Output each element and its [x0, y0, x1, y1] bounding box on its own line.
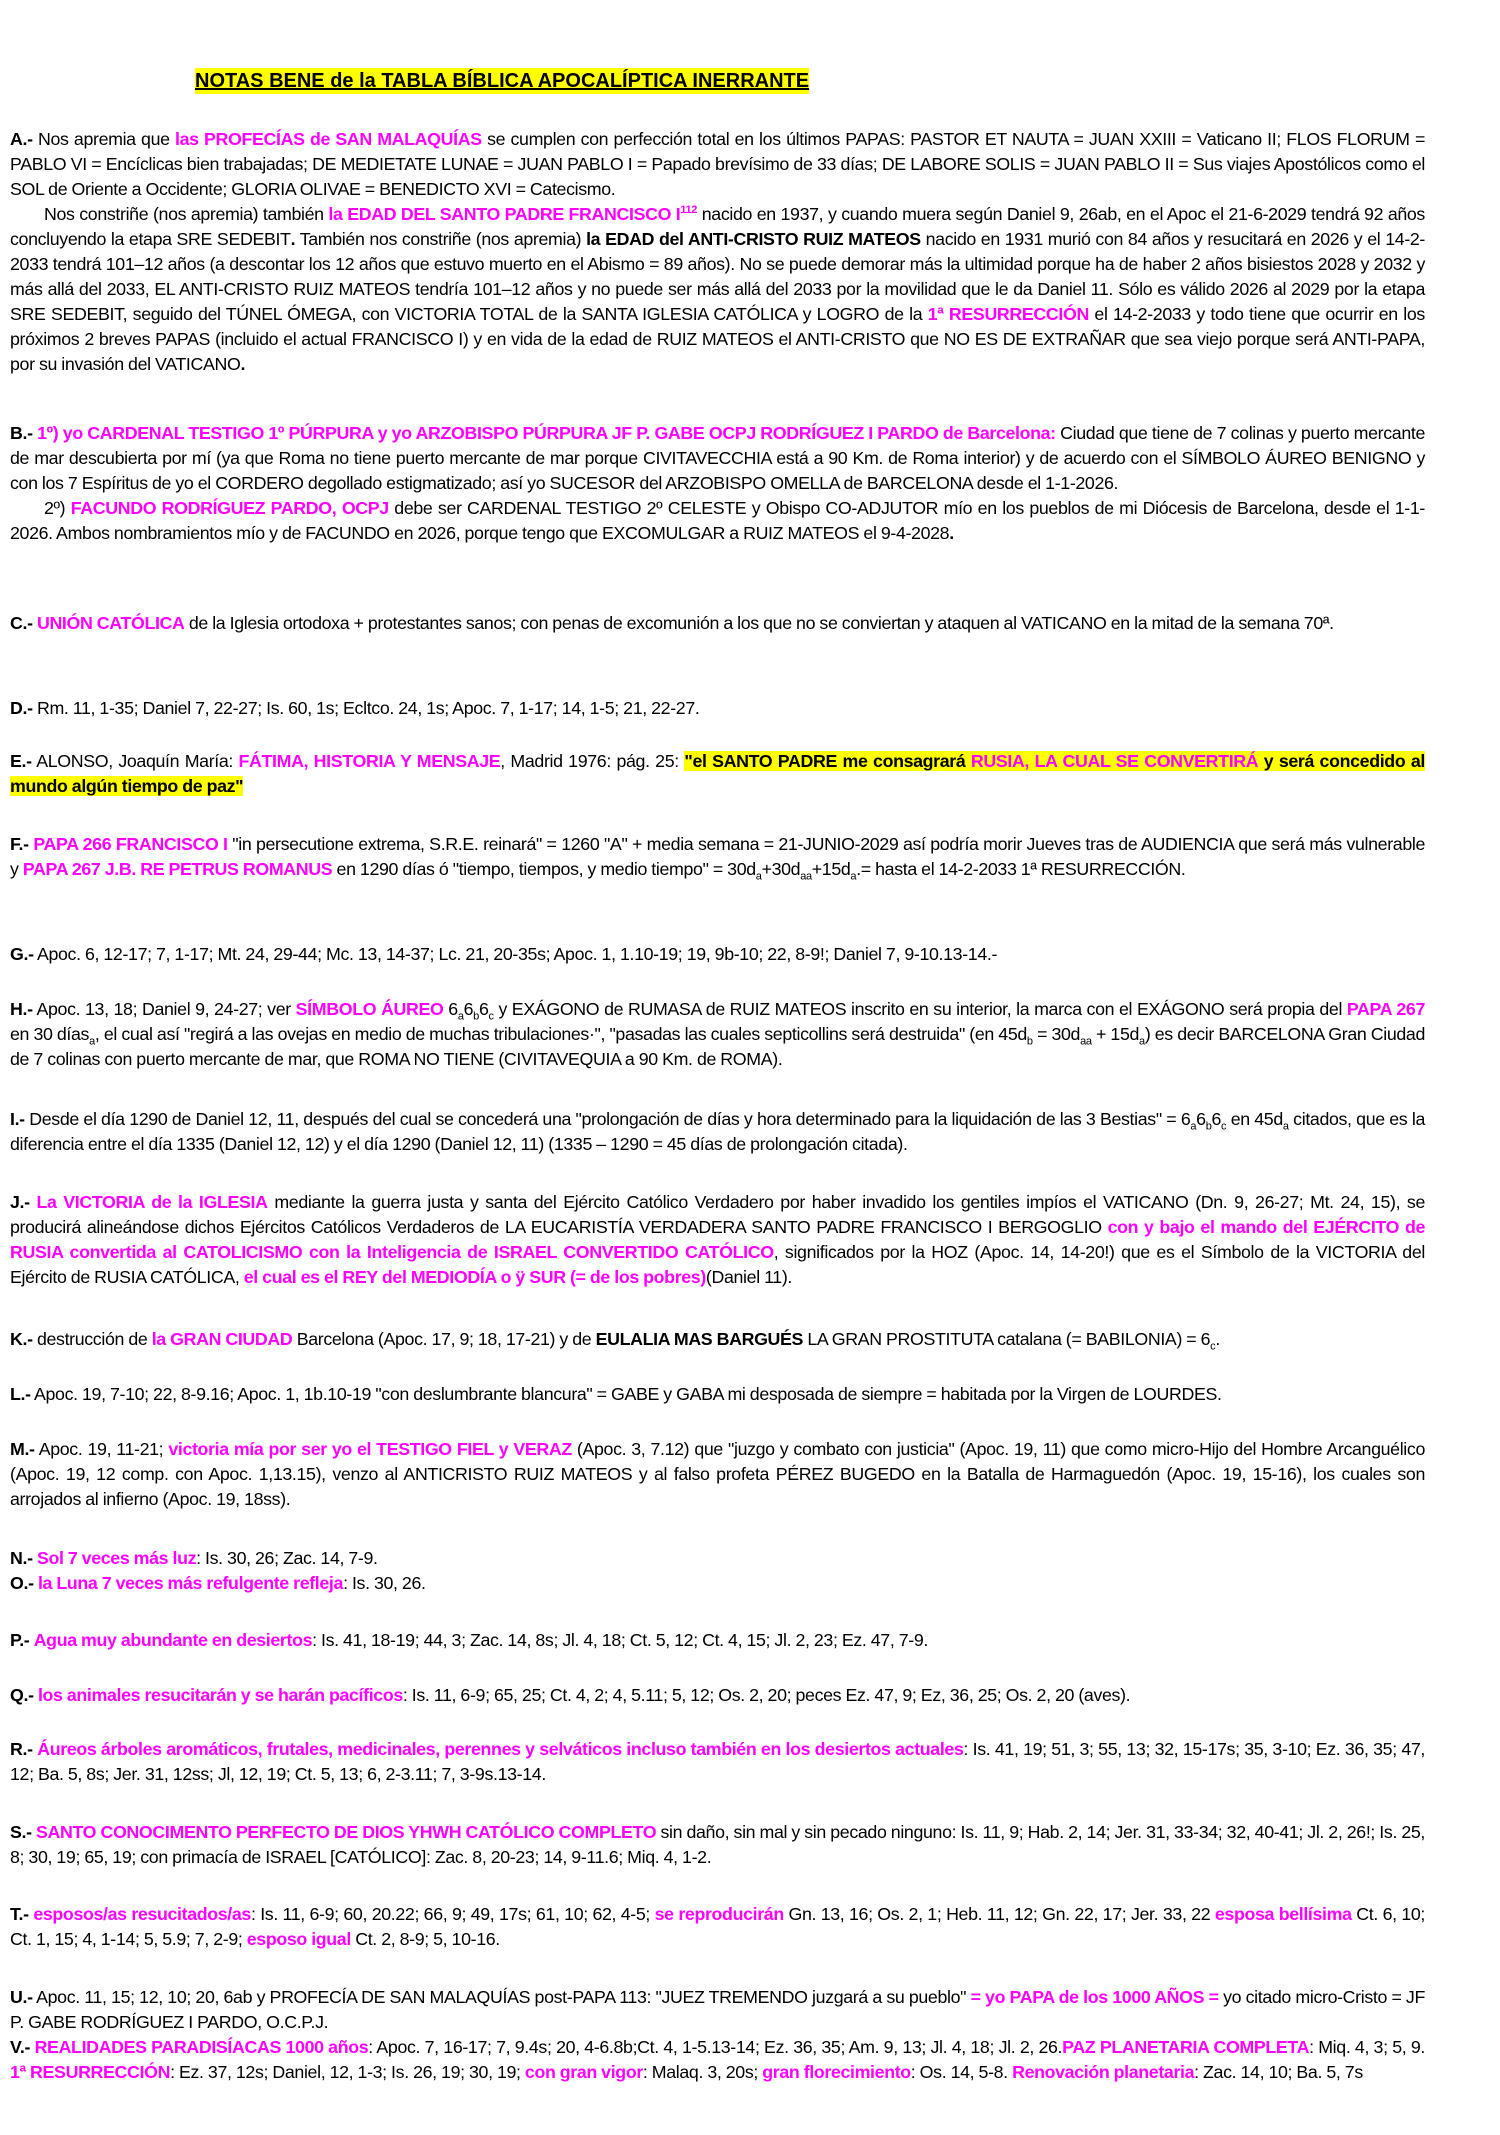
text-run: V.- [10, 2037, 31, 2057]
note-paragraph [10, 696, 1425, 721]
text-run: y será concedido al mundo algún tiempo de paz" [10, 751, 1425, 796]
text-run: en 45d [1226, 1109, 1283, 1129]
note-paragraph [10, 1902, 1425, 1952]
text-run: E.- [10, 751, 32, 771]
text-run: M.- [10, 1439, 35, 1459]
text-run: : Is. 11, 6-9; 60, 20.22; 66, 9; 49, 17s; 61, 10; 62, 4-5; [250, 1904, 655, 1924]
text-run: REALIDADES PARADISÍACAS 1000 años [34, 2037, 369, 2057]
subscript-text: a [457, 1010, 464, 1023]
text-run: . [290, 229, 296, 249]
text-run: Áureos árboles aromáticos, frutales, medicinales, perennes y selváticos incluso también en los desiertos actuales [37, 1739, 964, 1759]
text-run: La VICTORIA de la IGLESIA [36, 1192, 268, 1212]
note-paragraph [10, 611, 1425, 636]
text-run: el cual es el REY del MEDIODÍA o ÿ SUR (= de los pobres) [243, 1267, 706, 1287]
text-run: , significados por la HOZ (Apoc. 14, 14-20!) que es el Símbolo de la VICTORIA del Ejército de RUSIA CATÓLICA, [10, 1242, 1425, 1287]
text-run: nacido en 1931 murió con 84 años y resucitará en 2026 y el 14-2-2033 tendrá 101–12 años (a descontar los 12 años que estuvo muerto en el Abismo = 89 años). No se puede demorar más la ultimidad porque ha de haber 2 años bisiestos 2028 y 2032 y más allá del 2033, EL ANTI-CRISTO RUIZ MATEOS tendría 101–12 años y no puede ser más allá del 2033 por la movilidad que le da Daniel 11. Sólo es válido 2026 al 2029 por la etapa SRE SEDEBIT, seguido del TÚNEL ÓMEGA, con VICTORIA TOTAL de la SANTA IGLESIA CATÓLICA y LOGRO de la [10, 229, 1425, 324]
text-run: RUSIA, LA CUAL SE CONVERTIRÁ [970, 751, 1259, 771]
note-paragraph [10, 1985, 1425, 2085]
text-run: : Miq. 4, 3; 5, 9. [1309, 2037, 1425, 2057]
text-run: Barcelona (Apoc. 17, 9; 18, 17-21) y de [292, 1329, 596, 1349]
text-run: Apoc. 13, 18; Daniel 9, 24-27; ver [32, 999, 296, 1019]
text-run: F.- [10, 834, 29, 854]
text-run: FACUNDO RODRÍGUEZ PARDO, OCPJ [70, 498, 389, 518]
text-run: K.- [10, 1329, 33, 1349]
note-paragraph [10, 1546, 1425, 1596]
text-run: 6 [1211, 1109, 1222, 1129]
subscript-text: c [1210, 1340, 1216, 1353]
text-run: 6 [478, 999, 489, 1019]
text-run: L.- [10, 1384, 31, 1404]
text-run: mediante la guerra justa y santa del Ejército Católico Verdadero por haber invadido los gentiles impíos el VATICANO (Dn. 9, 26-27; Mt. 24, 15), se producirá alineándose dichos Ejércitos Católicos Verdaderos de LA EUCARISTÍA VERDADERA SANTO PADRE FRANCISCO I BERGOGLIO [10, 1192, 1426, 1237]
text-run: : Apoc. 7, 16-17; 7, 9.4s; 20, 4-6.8b;Ct. 4, 1-5.13-14; Ez. 36, 35; Am. 9, 13; Jl. 4, 18; Jl. 2, 26. [368, 2037, 1063, 2057]
text-run: las PROFECÍAS de SAN MALAQUÍAS [175, 129, 482, 149]
text-run: PAZ PLANETARIA COMPLETA [1062, 2037, 1310, 2057]
note-paragraph [10, 421, 1425, 546]
text-run: . [949, 523, 954, 543]
note-paragraph [10, 997, 1425, 1072]
note-paragraph [10, 832, 1425, 882]
text-run: la GRAN CIUDAD [151, 1329, 293, 1349]
text-run: 1º) yo CARDENAL TESTIGO 1º PÚRPURA y yo ARZOBISPO PÚRPURA JF P. GABE OCPJ RODRÍGUEZ I PARDO de Barcelona: [37, 423, 1056, 443]
text-run: A.- [10, 129, 33, 149]
text-run: P.- [10, 1630, 30, 1650]
subscript-text: b [1205, 1120, 1212, 1133]
text-run: Ct. 6, 10; Ct. 1, 15; 4, 1-14; 5, 5.9; 7, 2-9; [10, 1904, 1426, 1949]
text-run: , Madrid 1976: pág. 25: [500, 751, 685, 771]
text-run: Desde el día 1290 de Daniel 12, 11, después del cual se concederá una "prolongación de días y hora determinado para la liquidación de las 3 Bestias" = 6 [24, 1109, 1191, 1129]
text-run: Rm. 11, 1-35; Daniel 7, 22-27; Is. 60, 1s; Ecltco. 24, 1s; Apoc. 7, 1-17; 14, 1-5; 21, 22-27. [32, 698, 700, 718]
text-run: También nos constriñe (nos apremia) [295, 229, 587, 249]
text-run: gran florecimiento [762, 2062, 911, 2082]
text-run: Apoc. 11, 15; 12, 10; 20, 6ab y PROFECÍA DE SAN MALAQUÍAS post-PAPA 113: "JUEZ TREMENDO juzgará a su pueblo" [32, 1987, 971, 2007]
note-paragraph [10, 1628, 1425, 1653]
text-run: O.- [10, 1573, 34, 1593]
text-run: debe ser CARDENAL TESTIGO 2º CELESTE y Obispo CO-ADJUTOR mío en los pueblos de mi Diócesis de Barcelona, desde el 1-1-2026. Ambos nombramientos mío y de FACUNDO en 2026, porque tengo que EXCOMULGAR a RUIZ MATEOS el 9-4-2028 [10, 498, 1425, 543]
text-run: U.- [10, 1987, 33, 2007]
text-run: : Zac. 14, 10; Ba. 5, 7s [1194, 2062, 1363, 2082]
text-run: = 30d [1032, 1024, 1081, 1044]
subscript-text: a [850, 870, 857, 883]
text-run: (Daniel 11). [705, 1267, 793, 1287]
subscript-text: aa [1080, 1035, 1092, 1048]
text-run: "in persecutione extrema, S.R.E. reinará" = 1260 "A" + media semana = 21-JUNIO-2029 así podría morir Jueves tras de AUDIENCIA que será más vulnerable y [10, 834, 1426, 879]
text-run: . [1215, 1329, 1220, 1349]
text-run: + 15d [1091, 1024, 1140, 1044]
text-run: la EDAD del ANTI-CRISTO RUIZ MATEOS [586, 229, 921, 249]
text-run: Nos apremia que [32, 129, 176, 149]
text-run: Agua muy abundante en desiertos [33, 1630, 313, 1650]
text-run: Q.- [10, 1685, 34, 1705]
subscript-text: a [1190, 1120, 1197, 1133]
subscript-text: a [1282, 1120, 1289, 1133]
text-run: 2º) [44, 498, 71, 518]
text-run: +15d [811, 859, 851, 879]
note-paragraph [10, 1437, 1425, 1512]
text-run: T.- [10, 1904, 29, 1924]
text-run: con y bajo el mando del EJÉRCITO de RUSIA convertida al CATOLICISMO con la Inteligencia de ISRAEL CONVERTIDO CATÓLICO [10, 1217, 1425, 1262]
text-run: esposo igual [246, 1929, 351, 1949]
note-paragraph [10, 1382, 1425, 1407]
text-run: 1ª RESURRECCIÓN [10, 2062, 171, 2082]
text-run: Nos constriñe (nos apremia) también [44, 204, 329, 224]
text-run: FÁTIMA, HISTORIA Y MENSAJE [238, 751, 501, 771]
text-run: H.- [10, 999, 33, 1019]
text-run: yo citado micro-Cristo = JF P. GABE RODRÍGUEZ I PARDO, O.C.P.J. [10, 1987, 1425, 2032]
text-run: PAPA 266 FRANCISCO I [33, 834, 228, 854]
subscript-text: c [488, 1010, 494, 1023]
text-run: D.- [10, 698, 33, 718]
text-run: se cumplen con perfección total en los últimos PAPAS: PASTOR ET NAUTA = JUAN XXIII = Vaticano II; FLOS FLORUM = PABLO VI = Encíclicas bien trabajadas; DE MEDIETATE LUNAE = JUAN PABLO I = Papado brevísimo de 33 días; DE LABORE SOLIS = JUAN PABLO II = Sus viajes Apostólicos como el SOL de Oriente a Occidente; GLORIA OLIVAE = BENEDICTO XVI = Catecismo. [10, 129, 1426, 199]
text-run: : Is. 41, 18-19; 44, 3; Zac. 14, 8s; Jl. 4, 18; Ct. 5, 12; Ct. 4, 15; Jl. 2, 23; Ez. 47, 7-9. [312, 1630, 928, 1650]
text-run: . [240, 354, 246, 374]
text-run: R.- [10, 1739, 33, 1759]
text-run: 6 [463, 999, 474, 1019]
text-run: LA GRAN PROSTITUTA catalana (= BABILONIA) = 6 [803, 1329, 1211, 1349]
text-run: .= hasta el 14-2-2033 1ª RESURRECCIÓN. [856, 859, 1186, 879]
note-paragraph [10, 1190, 1425, 1290]
text-run: B.- [10, 423, 33, 443]
text-run: : Is. 30, 26; Zac. 14, 7-9. [196, 1548, 378, 1568]
text-run: 1ª RESURRECCIÓN [927, 304, 1089, 324]
note-paragraph [10, 749, 1425, 799]
text-run: : Os. 14, 5-8. [910, 2062, 1013, 2082]
text-run: los animales resucitarán y se harán pacíficos [37, 1685, 403, 1705]
text-run: se reproducirán [654, 1904, 784, 1924]
text-run: sin daño, sin mal y sin pecado ninguno: Is. 11, 9; Hab. 2, 14; Jer. 31, 33-34; 32, 40-41; Jl. 2, 26!; Is. 25, 8; 30, 19; 65, 19; con primacía de ISRAEL [CATÓLICO]: Zac. 8, 20-23; 14, 9-11.6; Miq. 4, 1-2. [10, 1822, 1426, 1867]
text-run: UNIÓN CATÓLICA [36, 613, 185, 633]
text-run: : Is. 41, 19; 51, 3; 55, 13; 32, 15-17s; 35, 3-10; Ez. 36, 35; 47, 12; Ba. 5, 8s; Jer. 31, 12ss; Jl, 12, 19; Ct. 5, 13; 6, 2-3.11; 7, 3-9s.13-14. [10, 1739, 1425, 1784]
text-run: +30d [761, 859, 801, 879]
text-run: destrucción de [32, 1329, 152, 1349]
text-run: nacido en 1937, y cuando muera según Daniel 9, 26ab, en el Apoc el 21-6-2029 tendrá 92 años concluyendo la etapa SRE SEDEBIT [10, 204, 1425, 249]
text-run: PAPA 267 J.B. RE PETRUS ROMANUS [22, 859, 333, 879]
note-paragraph [10, 1327, 1425, 1352]
note-paragraph [10, 127, 1425, 377]
text-run: S.- [10, 1822, 32, 1842]
text-run: N.- [10, 1548, 33, 1568]
text-run: J.- [10, 1192, 30, 1212]
note-paragraph [10, 1683, 1425, 1708]
text-run: la Luna 7 veces más refulgente refleja [37, 1573, 344, 1593]
subscript-text: c [1221, 1120, 1227, 1133]
text-run: y EXÁGONO de RUMASA de RUIZ MATEOS inscrito en su interior, la marca con el EXÁGONO será propia del [493, 999, 1347, 1019]
text-run: en 30 días [10, 1024, 90, 1044]
text-run: citados, que es la diferencia entre el día 1335 (Daniel 12, 12) y el día 1290 (Daniel 12, 11) (1335 – 1290 = 45 días de prolongación citada). [10, 1109, 1425, 1154]
text-run: SANTO CONOCIMENTO PERFECTO DE DIOS YHWH CATÓLICO COMPLETO [35, 1822, 657, 1842]
text-run: C.- [10, 613, 33, 633]
text-run: 6 [1196, 1109, 1206, 1129]
footnote-marker: 112 [680, 204, 698, 217]
text-run: Gn. 13, 16; Os. 2, 1; Heb. 11, 12; Gn. 22, 17; Jer. 33, 22 [783, 1904, 1215, 1924]
text-run: Sol 7 veces más luz [36, 1548, 197, 1568]
subscript-text: b [473, 1010, 479, 1023]
text-run: : Is. 11, 6-9; 65, 25; Ct. 4, 2; 4, 5.11; 5, 12; Os. 2, 20; peces Ez. 47, 9; Ez, 36, 25; Os. 2, 20 (aves). [402, 1685, 1131, 1705]
text-run: I.- [10, 1109, 25, 1129]
text-run: Apoc. 6, 12-17; 7, 1-17; Mt. 24, 29-44; Mc. 13, 14-37; Lc. 21, 20-35s; Apoc. 1, 1.10-19; 19, 9b-10; 22, 8-9!; Daniel 7, 9-10.13-14.- [33, 944, 998, 964]
text-run: G.- [10, 944, 34, 964]
text-run: ALONSO, Joaquín María: [31, 751, 239, 771]
subscript-text: a [89, 1035, 95, 1048]
text-run: = yo PAPA de los 1000 AÑOS = [970, 1987, 1219, 2007]
text-run: EULALIA MAS BARGUÉS [595, 1329, 804, 1349]
subscript-text: a [1139, 1035, 1145, 1048]
text-run: : Is. 30, 26. [343, 1573, 426, 1593]
text-run: la EDAD DEL SANTO PADRE FRANCISCO I [328, 204, 681, 224]
text-run: PAPA 267 [1346, 999, 1425, 1019]
text-run: de la Iglesia ortodoxa + protestantes sanos; con penas de excomunión a los que no se conviertan y ataquen al VATICANO en la mitad de la semana 70ª. [184, 613, 1334, 633]
document-title: NOTAS BENE de la TABLA BÍBLICA APOCALÍPTICA INERRANTE [195, 70, 810, 92]
text-run: el 14-2-2033 y todo tiene que ocurrir en los próximos 2 breves PAPAS (incluido el actual FRANCISCO I) y en vida de la edad de RUIZ MATEOS el ANTI-CRISTO que NO ES DE EXTRAÑAR que sea viejo porque será ANTI-PAPA, por su invasión del VATICANO [10, 304, 1425, 374]
note-paragraph [10, 1107, 1425, 1157]
text-run: Apoc. 19, 7-10; 22, 8-9.16; Apoc. 1, 1b.10-19 "con deslumbrante blancura" = GABE y GABA mi desposada de siempre = habitada por la Virgen de LOURDES. [30, 1384, 1222, 1404]
text-run: ) es decir BARCELONA Gran Ciudad de 7 colinas con puerto mercante de mar, que ROMA NO TIENE (CIVITAVEQUIA a 90 Km. de ROMA). [10, 1024, 1426, 1069]
text-run: SÍMBOLO ÁUREO [295, 999, 444, 1019]
note-paragraph [10, 942, 1425, 967]
text-run: , el cual así "regirá a las ovejas en medio de muchas tribulaciones·", "pasadas las cuales septicollins será destruida" (en 45d [94, 1024, 1027, 1044]
text-run: "el SANTO PADRE me consagrará [684, 751, 971, 771]
text-run: Apoc. 19, 11-21; [34, 1439, 169, 1459]
text-run: Renovación planetaria [1012, 2062, 1195, 2082]
text-run: en 1290 días ó "tiempo, tiempos, y medio tiempo" = 30d [332, 859, 756, 879]
text-run: Ciudad que tiene de 7 colinas y puerto mercante de mar descubierta por mí (ya que Roma no tiene puerto mercante de mar porque CIVITAVECCHIA está a 90 Km. de Roma interior) y de acuerdo con el SÍMBOLO ÁUREO BENIGNO y con los 7 Espíritus de yo el CORDERO degollado estigmatizado; así yo SUCESOR del ARZOBISPO OMELLA de BARCELONA desde el 1-1-2026. [10, 423, 1425, 493]
text-run: Ct. 2, 8-9; 5, 10-16. [350, 1929, 500, 1949]
text-run: victoria mía por ser yo el TESTIGO FIEL y VERAZ [168, 1439, 572, 1459]
text-run: 6 [443, 999, 458, 1019]
subscript-text: a [755, 870, 762, 883]
text-run: : Ez. 37, 12s; Daniel, 12, 1-3; Is. 26, 19; 30, 19; [170, 2062, 525, 2082]
note-paragraph [10, 1737, 1425, 1787]
note-paragraph [10, 1820, 1425, 1870]
text-run: con gran vigor [524, 2062, 643, 2082]
text-run: : Malaq. 3, 20s; [642, 2062, 763, 2082]
text-run: esposa bellísima [1214, 1904, 1352, 1924]
subscript-text: b [1026, 1035, 1033, 1048]
text-run: esposos/as resucitados/as [33, 1904, 251, 1924]
subscript-text: aa [800, 870, 812, 883]
text-run: (Apoc. 3, 7.12) que "juzgo y combato con justicia" (Apoc. 19, 11) que como micro-Hijo del Hombre Arcanguélico (Apoc. 19, 12 comp. con Apoc. 1,13.15), venzo al ANTICRISTO RUIZ MATEOS y al falso profeta PÉREZ BUGEDO en la Batalla de Harmaguedón (Apoc. 19, 15-16), los cuales son arrojados al infierno (Apoc. 19, 18ss). [10, 1439, 1425, 1509]
